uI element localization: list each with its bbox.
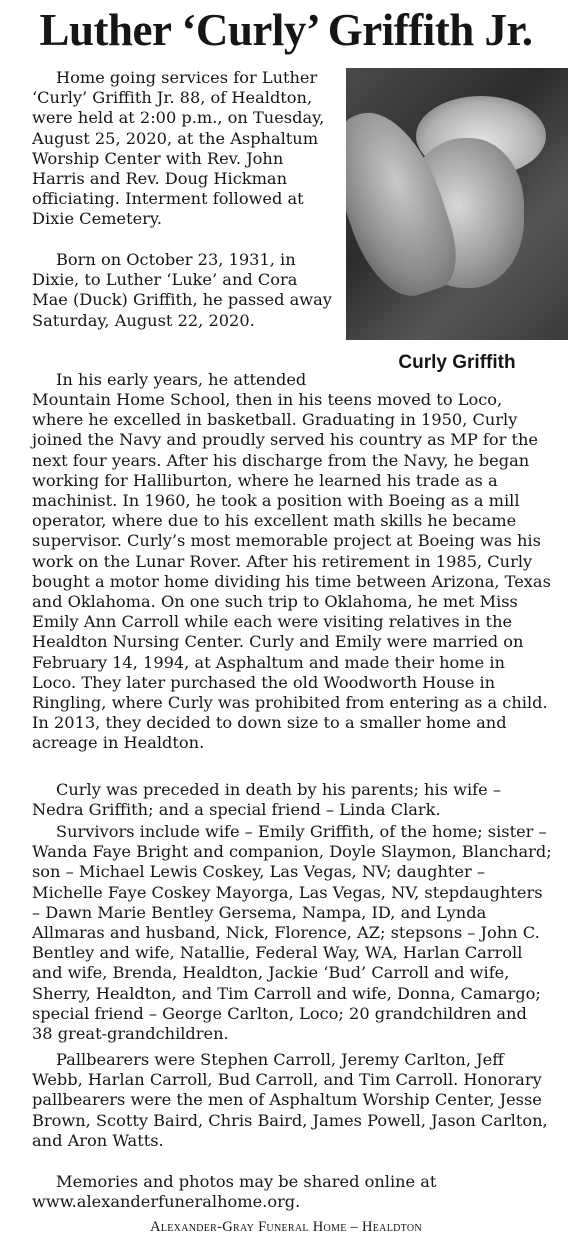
paragraph-preceded: Curly was preceded in death by his parents; his wife – Nedra Griffith; and a special friend – Linda Clark. [32,780,501,820]
obituary-headline: Luther ‘Curly’ Griffith Jr. [39,5,533,55]
paragraph-birth: Born on October 23, 1931, in Dixie, to Luther ‘Luke’ and Cora Mae (Duck) Griffith, he passed away Saturday, August 22, 2020. [32,250,332,330]
paragraph-survivors: Survivors include wife – Emily Griffith, of the home; sister – Wanda Faye Bright and companion, Doyle Slaymon, Blanchard; son – Michael Lewis Coskey, Las Vegas, NV; daughter – Michelle Faye Coskey Mayorga, Las Vegas, NV, stepdaughters – Dawn Marie Bentley Gersema, Nampa, ID, and Lynda Allmaras and husband, Nick, Florence, AZ; stepsons – John C. Bentley and wife, Natallie, Federal Way, WA, Harlan Carroll and wife, Brenda, Healdton, Jackie ‘Bud’ Carroll and wife, Sherry, Healdton, and Tim Carroll and wife, Donna, Camargo; special friend – George Carlton, Loco; 20 grandchildren and 38 great-grandchildren. [32,822,552,1044]
portrait-figure [346,68,568,374]
funeral-home-credit: Alexander-Gray Funeral Home – Healdton [150,1219,422,1235]
paragraph-memories: Memories and photos may be shared online at www.alexanderfuneralhome.org. [32,1172,437,1212]
paragraph-early-years: Mountain Home School, then in his teens moved to Loco, where he excelled in basketball. Graduating in 1950, Curly joined the Navy and proudly served his country as MP for the next four years. After his discharge from the Navy, he began working for Halliburton, where he learned his trade as a machinist. In 1960, he took a position with Boeing as a mill operator, where due to his excellent math skills he became supervisor. Curly’s most memorable project at Boeing was his work on the Lunar Rover. After his retirement in 1985, Curly bought a motor home dividing his time between Arizona, Texas and Oklahoma. On one such trip to Oklahoma, he met Miss Emily Ann Carroll while each were visiting relatives in the Healdton Nursing Center. Curly and Emily were married on February 14, 1994, at Asphaltum and made their home in Loco. They later purchased the old Woodworth House in Ringling, where Curly was prohibited from entering as a child. In 2013, they decided to down size to a smaller home and acreage in Healdton. [32,390,551,753]
portrait-photo [346,68,568,340]
paragraph-services: Home going services for Luther ‘Curly’ Griffith Jr. 88, of Healdton, were held at 2:00 p.m., on Tuesday, August 25, 2020, at the Asphaltum Worship Center with Rev. John Harris and Rev. Doug Hickman officiating. Interment followed at Dixie Cemetery. [32,68,325,229]
paragraph-pallbearers: Pallbearers were Stephen Carroll, Jeremy Carlton, Jeff Webb, Harlan Carroll, Bud Carroll, and Tim Carroll. Honorary pallbearers were the men of Asphaltum Worship Center, Jesse Brown, Scotty Baird, Chris Baird, James Powell, Jason Carlton, and Aron Watts. [32,1050,548,1150]
photo-caption: Curly Griffith [398,352,516,373]
paragraph-early-years-start: In his early years, he attended [56,370,307,389]
